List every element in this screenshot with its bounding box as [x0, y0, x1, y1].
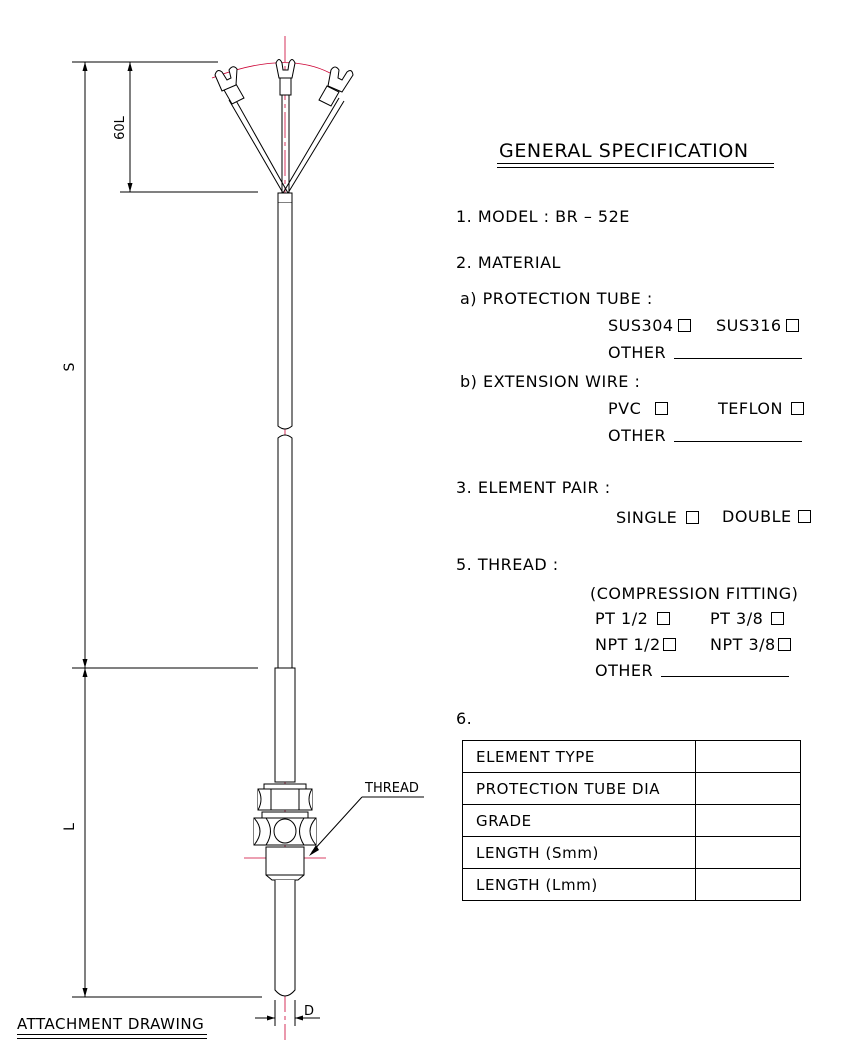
dim-d-label: D: [304, 1004, 315, 1019]
thread-pt12: [595, 609, 670, 628]
table-cell-label: PROTECTION TUBE DIA: [463, 773, 696, 805]
thread-heading: 5. THREAD :: [456, 555, 559, 574]
teflon-checkbox[interactable]: [791, 402, 804, 415]
sus316-checkbox[interactable]: [786, 319, 799, 332]
table-cell-value[interactable]: [696, 741, 801, 773]
spec-title-underline-2: [497, 167, 774, 168]
element-pair-opt1: [616, 508, 699, 527]
single-checkbox[interactable]: [686, 511, 699, 524]
table-row: [463, 869, 801, 901]
extension-wire-label: b) EXTENSION WIRE :: [460, 372, 641, 391]
protection-tube-opt2: [716, 316, 799, 335]
table-cell-label: LENGTH (Smm): [463, 837, 696, 869]
protection-tube-other: [608, 343, 802, 362]
protection-tube-other-field[interactable]: [674, 344, 802, 359]
spec-title-underline-1: [497, 163, 774, 164]
npt38-checkbox[interactable]: [778, 638, 791, 651]
table-cell-label: ELEMENT TYPE: [463, 741, 696, 773]
double-label: DOUBLE: [722, 507, 792, 526]
table-row: [463, 773, 801, 805]
section6-label: 6.: [456, 709, 473, 728]
protection-tube-opt1: [608, 316, 691, 335]
thread-npt12: [595, 635, 676, 654]
double-checkbox[interactable]: [798, 510, 811, 523]
thread-pt38: [710, 609, 784, 628]
pvc-label: PVC: [608, 399, 642, 418]
table-row: [463, 837, 801, 869]
pt38-checkbox[interactable]: [771, 612, 784, 625]
sus304-label: SUS304: [608, 316, 674, 335]
protection-tube-label: a) PROTECTION TUBE :: [460, 289, 653, 308]
spec-title: GENERAL SPECIFICATION: [499, 140, 749, 162]
extension-wire-opt1: [608, 399, 668, 418]
element-pair-opt2: [722, 507, 811, 526]
extension-wire-opt2: [718, 399, 804, 418]
dim-l-label: L: [62, 823, 78, 831]
pt12-checkbox[interactable]: [657, 612, 670, 625]
thread-subheading: (COMPRESSION FITTING): [590, 584, 799, 603]
extension-wire-other-label: OTHER: [608, 426, 667, 445]
table-cell-label: GRADE: [463, 805, 696, 837]
thread-other: [595, 661, 789, 680]
model-line: 1. MODEL : BR – 52E: [456, 207, 630, 226]
spec-table: [462, 740, 801, 901]
npt38-label: NPT 3/8: [710, 635, 776, 654]
table-cell-value[interactable]: [696, 773, 801, 805]
single-label: SINGLE: [616, 508, 678, 527]
extension-wire-other: [608, 426, 802, 445]
attachment-drawing-label: ATTACHMENT DRAWING: [17, 1015, 205, 1033]
attachment-underline-1: [17, 1034, 207, 1035]
extension-wire-other-field[interactable]: [674, 427, 802, 442]
pt38-label: PT 3/8: [710, 609, 764, 628]
protection-tube-other-label: OTHER: [608, 343, 667, 362]
material-heading: 2. MATERIAL: [456, 253, 561, 272]
table-cell-value[interactable]: [696, 869, 801, 901]
thread-npt38: [710, 635, 791, 654]
sus316-label: SUS316: [716, 316, 782, 335]
teflon-label: TEFLON: [718, 399, 783, 418]
element-pair-heading: 3. ELEMENT PAIR :: [456, 478, 611, 497]
npt12-checkbox[interactable]: [663, 638, 676, 651]
thread-other-field[interactable]: [661, 662, 789, 677]
table-cell-value[interactable]: [696, 837, 801, 869]
pt12-label: PT 1/2: [595, 609, 649, 628]
sus304-checkbox[interactable]: [678, 319, 691, 332]
attachment-underline-2: [17, 1038, 207, 1039]
table-cell-label: LENGTH (Lmm): [463, 869, 696, 901]
table-row: [463, 741, 801, 773]
thread-other-label: OTHER: [595, 661, 654, 680]
thread-callout-label: THREAD: [365, 781, 419, 796]
dim-60l-label: 60L: [113, 116, 128, 140]
dim-s-label: S: [62, 362, 78, 372]
npt12-label: NPT 1/2: [595, 635, 661, 654]
table-row: [463, 805, 801, 837]
table-cell-value[interactable]: [696, 805, 801, 837]
pvc-checkbox[interactable]: [655, 402, 668, 415]
